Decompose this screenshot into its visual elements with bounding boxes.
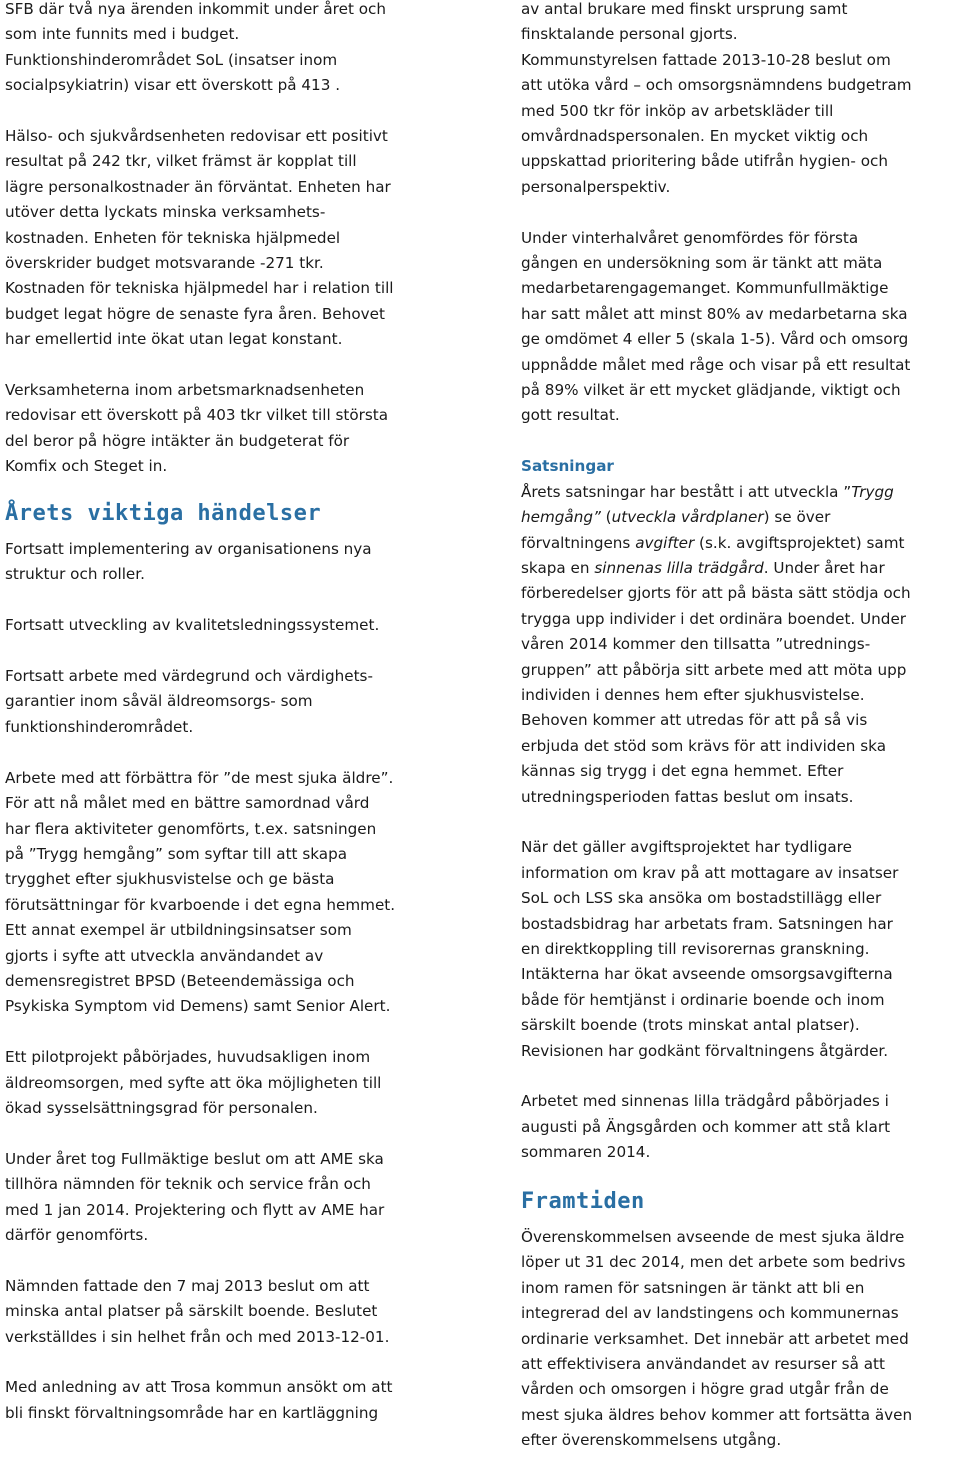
section-heading-framtiden: Framtiden xyxy=(521,1189,645,1215)
text-line: gjorts i syfte att utveckla användandet av xyxy=(5,946,324,965)
text-line: Ett pilotprojekt påbörjades, huvudsakligen inom xyxy=(5,1048,371,1067)
text-line: budget legat högre de senaste fyra åren. Behovet xyxy=(5,304,385,323)
text-line: trygghet efter sjukhusvistelse och ge bästa xyxy=(5,870,335,889)
text-line: därför genomförts. xyxy=(5,1225,149,1244)
text-line: omvårdnadspersonalen. En mycket viktig och xyxy=(521,127,869,146)
text-line: ordinarie verksamhet. Det innebär att arbetet med xyxy=(521,1329,909,1348)
text-line: uppnådde målet med råge och visar på ett resultat xyxy=(521,355,911,374)
paragraph-halso-sjukvard xyxy=(5,124,455,353)
text-line: minska antal platser på särskilt boende. Beslutet xyxy=(5,1302,378,1321)
text-line: inom ramen för satsningen är tänkt att bli en xyxy=(521,1278,865,1297)
text-line: ge omdömet 4 eller 5 (skala 1-5). Vård och omsorg xyxy=(521,330,909,349)
paragraph-sarskilt-boende xyxy=(5,1274,455,1350)
paragraph-mest-sjuka-aldre xyxy=(5,766,455,1020)
emphasis-text: utveckla vårdplaner xyxy=(611,508,764,527)
text-line: tillhöra nämnden för teknik och service från och xyxy=(5,1175,371,1194)
text-line: Under vinterhalvåret genomfördes för första xyxy=(521,228,859,247)
paragraph-satsningar xyxy=(521,480,959,810)
section-heading-arets-handelser: Årets viktiga händelser xyxy=(5,501,322,527)
text-line: demensregistret BPSD (Beteendemässiga och xyxy=(5,971,355,990)
text-line: utredningsperioden fattas beslut om insats. xyxy=(521,787,854,806)
text-line: som inte funnits med i budget. xyxy=(5,25,240,44)
text-line: Ett annat exempel är utbildningsinsatser som xyxy=(5,921,352,940)
text-line: vården och omsorgen i högre grad utgår från de xyxy=(521,1380,889,1399)
text-line: Komfix och Steget in. xyxy=(5,457,168,476)
text-line: finsktalande personal gjorts. xyxy=(521,25,738,44)
text-run: skapa en xyxy=(521,558,595,577)
text-line: Behoven kommer att utredas för att på så vis xyxy=(521,711,868,730)
paragraph-implementering xyxy=(5,537,455,588)
text-line: av antal brukare med finskt ursprung samt xyxy=(521,0,848,18)
text-line: löper ut 31 dec 2014, men det arbete som bedrivs xyxy=(521,1253,906,1272)
text-line: struktur och roller. xyxy=(5,565,145,584)
text-line xyxy=(521,556,959,581)
paragraph-vardegrund xyxy=(5,664,455,740)
text-line: Arbetet med sinnenas lilla trädgård påbörjades i xyxy=(521,1092,889,1111)
paragraph-overenskommelse xyxy=(521,1225,959,1454)
text-line: information om krav på att mottagare av insatser xyxy=(521,863,899,882)
paragraph-ame xyxy=(5,1147,455,1249)
text-line: Intäkterna har ökat avseende omsorgsavgifterna xyxy=(521,965,893,984)
text-line: förutsättningar för kvarboende i det egna hemmet. xyxy=(5,895,396,914)
text-line: SoL och LSS ska ansöka om bostadstillägg eller xyxy=(521,889,882,908)
text-line: med 500 tkr för inköp av arbetskläder till xyxy=(521,101,834,120)
text-line: bostadsbidrag har arbetats fram. Satsningen har xyxy=(521,914,893,933)
text-line: kännas sig trygg i det egna hemmet. Efter xyxy=(521,762,844,781)
text-line: utöver detta lyckats minska verksamhets- xyxy=(5,203,326,222)
text-line: Arbete med att förbättra för ”de mest sjuka äldre”. xyxy=(5,768,394,787)
text-line: trygga upp individer i det ordinära boendet. Under xyxy=(521,609,907,628)
paragraph-sinnenas-tradgard xyxy=(521,1089,959,1165)
paragraph-kvalitet xyxy=(5,613,455,638)
text-line: lägre personalkostnader än förväntat. Enheten har xyxy=(5,177,391,196)
text-run: ( xyxy=(600,508,612,527)
text-line: gången en undersökning som är tänkt att mäta xyxy=(521,254,883,273)
text-line: uppskattad prioritering både utifrån hygien- och xyxy=(521,152,888,171)
text-line: Hälso- och sjukvårdsenheten redovisar ett positivt xyxy=(5,127,388,146)
text-line: mest sjuka äldres behov kommer att fortsätta även xyxy=(521,1405,913,1424)
text-line: Kostnaden för tekniska hjälpmedel har i relation till xyxy=(5,279,394,298)
text-line: både för hemtjänst i ordinarie boende och inom xyxy=(521,990,885,1009)
text-run: Årets satsningar har bestått i att utveckla ” xyxy=(521,482,852,501)
text-run: . Under året har xyxy=(763,558,885,577)
text-line: integrerad del av landstingens och kommunernas xyxy=(521,1304,899,1323)
text-line: bli finskt förvaltningsområde har en kartläggning xyxy=(5,1403,379,1422)
text-line: personalperspektiv. xyxy=(521,177,671,196)
paragraph-medarbetarengagemang xyxy=(521,226,959,429)
text-line: Överenskommelsen avseende de mest sjuka äldre xyxy=(521,1228,905,1247)
text-line: Verksamheterna inom arbetsmarknadsenheten xyxy=(5,381,365,400)
text-line: gott resultat. xyxy=(521,406,620,425)
text-line: efter överenskommelsens utgång. xyxy=(521,1431,782,1450)
text-line: att effektivisera användandet av resurser så att xyxy=(521,1355,885,1374)
text-line: resultat på 242 tkr, vilket främst är kopplat till xyxy=(5,152,357,171)
left-column xyxy=(5,0,455,1452)
paragraph-finskt-ursprung xyxy=(521,0,959,200)
text-line: garantier inom såväl äldreomsorgs- som xyxy=(5,692,313,711)
text-line: gruppen” att påbörja sitt arbete med att möta upp xyxy=(521,660,907,679)
text-line: med 1 jan 2014. Projektering och flytt av AME har xyxy=(5,1200,385,1219)
text-line: Fortsatt utveckling av kvalitetsledningssystemet. xyxy=(5,616,380,635)
text-line: sommaren 2014. xyxy=(521,1143,651,1162)
text-line: ökad sysselsättningsgrad för personalen. xyxy=(5,1098,318,1117)
text-run: ) se över xyxy=(763,508,831,527)
emphasis-text: Trygg xyxy=(851,482,894,501)
text-line xyxy=(521,505,959,530)
emphasis-text: sinnenas lilla trädgård xyxy=(594,558,764,577)
text-line: Med anledning av att Trosa kommun ansökt om att xyxy=(5,1378,393,1397)
text-line xyxy=(521,531,959,556)
right-column xyxy=(521,0,959,1479)
text-line: redovisar ett överskott på 403 tkr vilket till största xyxy=(5,406,389,425)
text-line: överskrider budget motsvarande -271 tkr. xyxy=(5,254,324,273)
text-line: att utöka vård – och omsorgsnämndens budgetram xyxy=(521,76,912,95)
text-line: För att nå målet med en bättre samordnad vård xyxy=(5,794,370,813)
text-line: erbjuda det stöd som krävs för att individen ska xyxy=(521,736,886,755)
text-line: socialpsykiatrin) visar ett överskott på 413 . xyxy=(5,76,341,95)
text-line: har flera aktiviteter genomförts, t.ex. satsningen xyxy=(5,819,377,838)
text-line: förberedelser gjorts för att på bästa sätt stödja och xyxy=(521,584,911,603)
text-line: våren 2014 kommer den tillsatta ”utrednings- xyxy=(521,635,871,654)
text-line: medarbetarengagemanget. Kommunfullmäktige xyxy=(521,279,889,298)
text-line: individen i dennes hem efter sjukhusvistelse. xyxy=(521,685,865,704)
text-line: Fortsatt arbete med värdegrund och värdighets- xyxy=(5,667,373,686)
text-line: augusti på Ängsgården och kommer att stå klart xyxy=(521,1117,891,1136)
text-line: Under året tog Fullmäktige beslut om att AME ska xyxy=(5,1149,384,1168)
paragraph-arbetsmarknad xyxy=(5,378,455,480)
paragraph-sfb xyxy=(5,0,455,99)
text-line: Funktionshinderområdet SoL (insatser inom xyxy=(5,50,338,69)
text-line: del beror på högre intäkter än budgeterat för xyxy=(5,431,350,450)
paragraph-pilotprojekt xyxy=(5,1045,455,1121)
text-line: Kommunstyrelsen fattade 2013-10-28 beslut om xyxy=(521,50,891,69)
text-line: på ”Trygg hemgång” som syftar till att skapa xyxy=(5,844,348,863)
text-line: Fortsatt implementering av organisationens nya xyxy=(5,540,372,559)
text-line: funktionshinderområdet. xyxy=(5,717,194,736)
text-line: på 89% vilket är ett mycket glädjande, viktigt och xyxy=(521,381,901,400)
text-line: särskilt boende (trots minskat antal platser). xyxy=(521,1016,860,1035)
text-line: kostnaden. Enheten för tekniska hjälpmedel xyxy=(5,228,341,247)
subheading-satsningar: Satsningar xyxy=(521,457,614,476)
text-line: har satt målet att minst 80% av medarbetarna ska xyxy=(521,304,908,323)
text-line: Psykiska Symptom vid Demens) samt Senior Alert. xyxy=(5,997,391,1016)
paragraph-finskt-forvaltningsomrade xyxy=(5,1375,455,1426)
text-line: När det gäller avgiftsprojektet har tydligare xyxy=(521,838,852,857)
paragraph-avgiftsprojekt xyxy=(521,835,959,1064)
text-run: (s.k. avgiftsprojektet) samt xyxy=(694,533,905,552)
text-line: Revisionen har godkänt förvaltningens åtgärder. xyxy=(521,1041,889,1060)
text-line: har emellertid inte ökat utan legat konstant. xyxy=(5,330,343,349)
text-line: Nämnden fattade den 7 maj 2013 beslut om att xyxy=(5,1276,370,1295)
text-run: förvaltningens xyxy=(521,533,636,552)
text-line: SFB där två nya ärenden inkommit under året och xyxy=(5,0,386,18)
text-line: äldreomsorgen, med syfte att öka möjligheten till xyxy=(5,1073,382,1092)
text-line: verkställdes i sin helhet från och med 2013-12-01. xyxy=(5,1327,390,1346)
text-line xyxy=(521,480,959,505)
emphasis-text: avgifter xyxy=(635,533,695,552)
emphasis-text: hemgång” xyxy=(521,508,601,527)
text-line: en direktkoppling till revisorernas granskning. xyxy=(521,939,870,958)
